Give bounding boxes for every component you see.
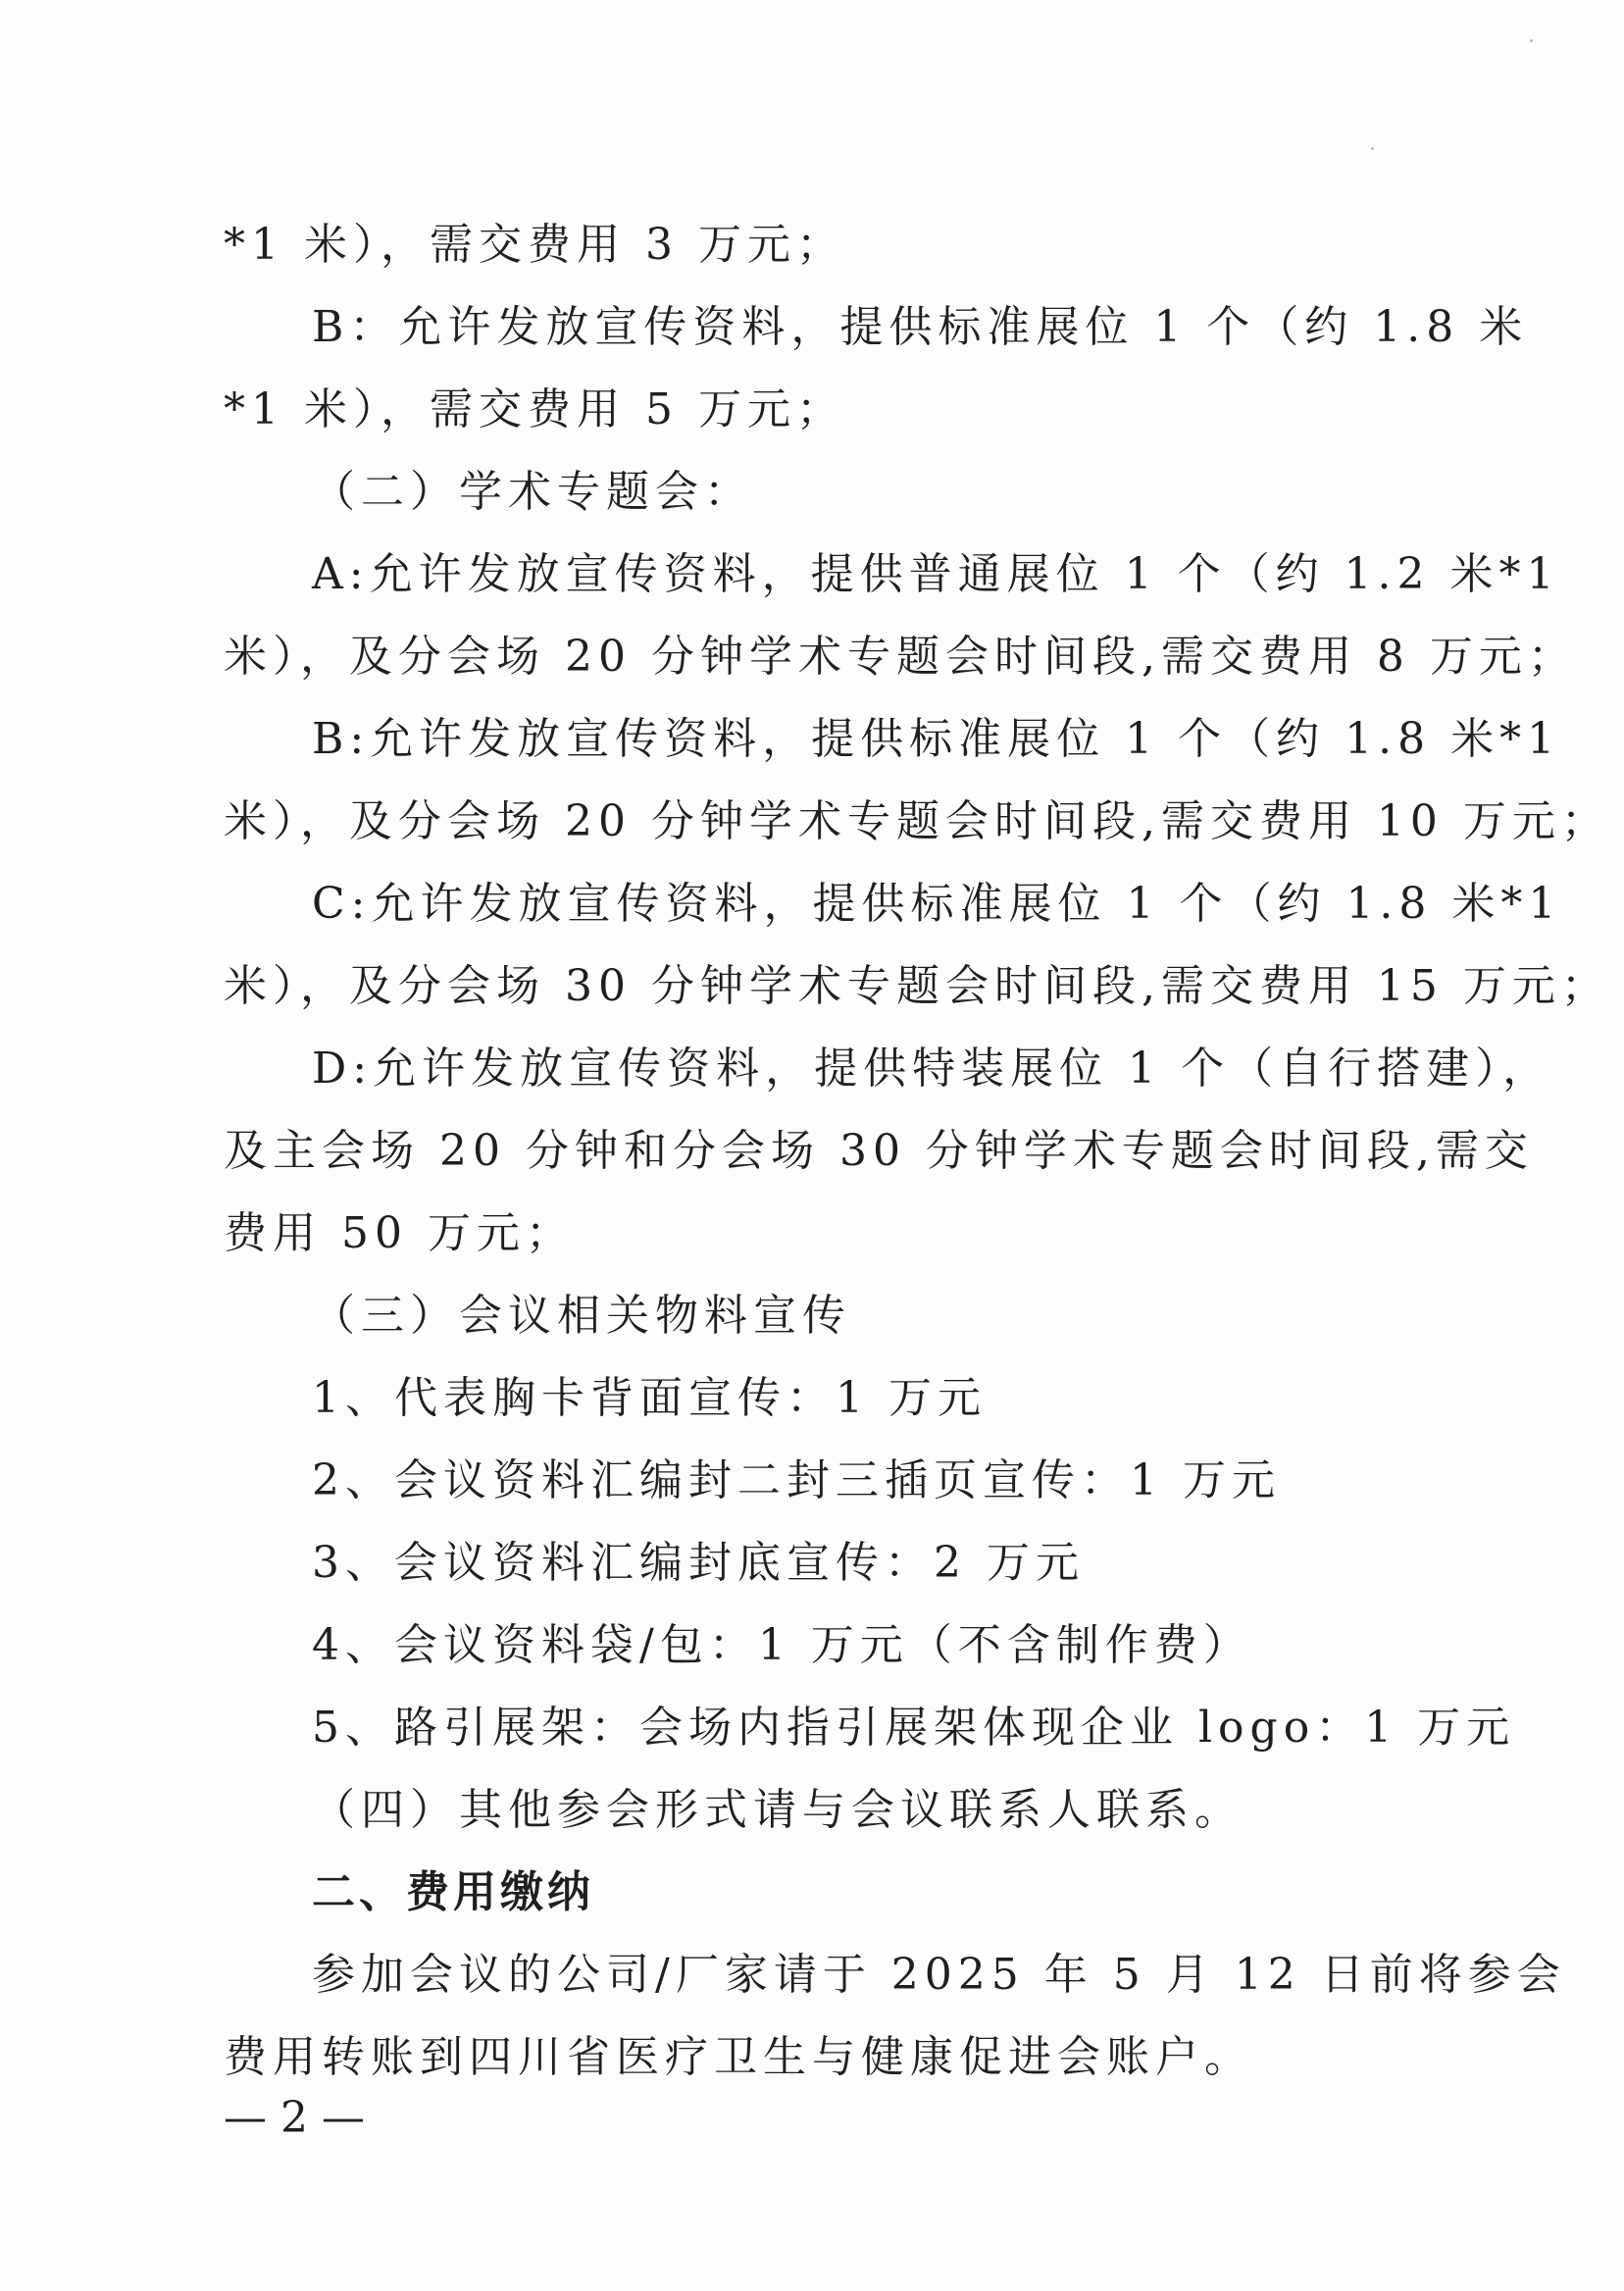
list-item-4: 4、会议资料袋/包：1 万元（不含制作费） [312,1620,1252,1670]
text-line-3: *1 米），需交费用 5 万元； [224,384,845,434]
section-heading-3: （三）会议相关物料宣传 [312,1291,851,1341]
page-number: — 2 — [224,2093,365,2143]
list-item-3: 3、会议资料汇编封底宣传：2 万元 [312,1538,1085,1588]
scan-artifact [1371,147,1374,150]
text-line-12: 及主会场 20 分钟和分会场 30 分钟学术专题会时间段,需交 [224,1126,1534,1176]
section-heading-2: （二）学术专题会： [312,467,753,517]
text-line-9: C:允许发放宣传资料，提供标准展位 1 个（约 1.8 米*1 [312,879,1562,929]
text-line-8: 米），及分会场 20 分钟学术专题会时间段,需交费用 10 万元； [224,796,1610,846]
heading-fee-payment: 二、费用缴纳 [312,1867,594,1917]
text-line-5: A:允许发放宣传资料，提供普通展位 1 个（约 1.2 米*1 [312,549,1560,599]
list-item-5: 5、路引展架：会场内指引展架体现企业 logo：1 万元 [312,1703,1516,1753]
text-line-6: 米），及分会场 20 分钟学术专题会时间段,需交费用 8 万元； [224,632,1577,682]
text-line-2: B：允许发放宣传资料，提供标准展位 1 个（约 1.8 米 [312,302,1529,352]
text-line-7: B:允许发放宣传资料，提供标准展位 1 个（约 1.8 米*1 [312,714,1561,764]
text-line-1: *1 米），需交费用 3 万元； [224,220,845,270]
section-heading-4: （四）其他参会形式请与会议联系人联系。 [312,1785,1243,1835]
text-line-10: 米），及分会场 30 分钟学术专题会时间段,需交费用 15 万元； [224,961,1610,1011]
text-line-23: 费用转账到四川省医疗卫生与健康促进会账户。 [224,2032,1253,2082]
list-item-1: 1、代表胸卡背面宣传：1 万元 [312,1373,987,1423]
text-line-13: 费用 50 万元； [224,1208,575,1258]
text-line-11: D:允许发放宣传资料，提供特装展位 1 个（自行搭建）， [312,1044,1552,1094]
scan-artifact [1530,39,1533,42]
text-line-22: 参加会议的公司/厂家请于 2025 年 5 月 12 日前将参会 [312,1950,1566,2000]
list-item-2: 2、会议资料汇编封二封三插页宣传：1 万元 [312,1455,1281,1505]
